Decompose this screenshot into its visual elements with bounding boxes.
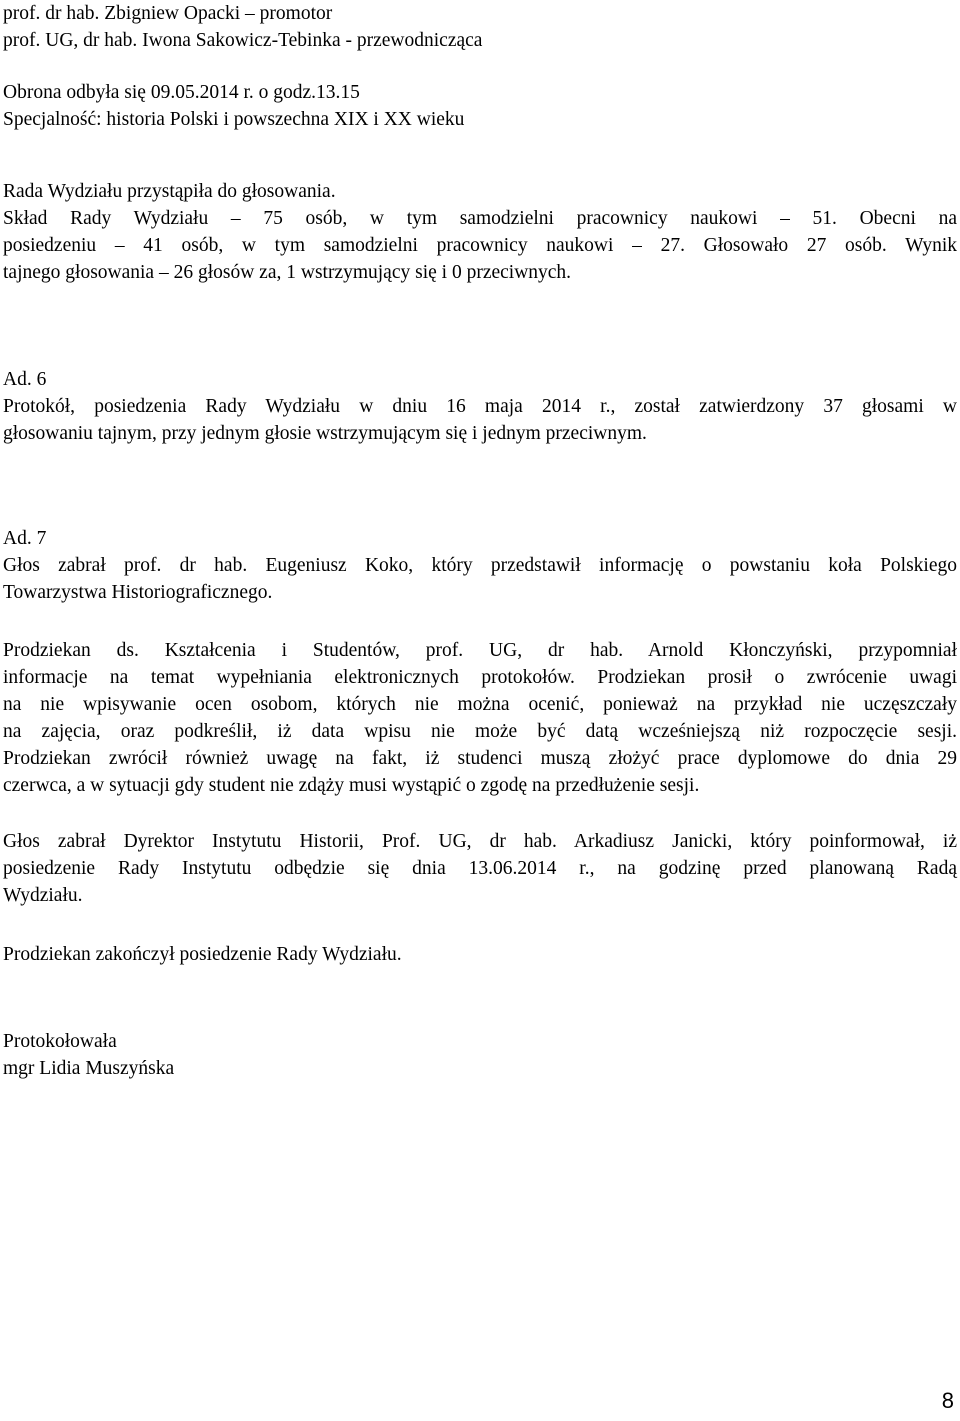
vote-line-3: posiedzeniu – 41 osób, w tym samodzielni pracownicy naukowi – 27. Głosowało 27 osób. Wynik xyxy=(3,235,957,256)
ad7-block xyxy=(3,525,957,606)
ad7-heading: Ad. 7 xyxy=(3,528,47,549)
ad6-line-1: Protokół, posiedzenia Rady Wydziału w dniu 16 maja 2014 r., został zatwierdzony 37 głosami w xyxy=(3,396,957,417)
janicki-line-3: Wydziału. xyxy=(3,885,83,906)
signature-role: Protokołowała xyxy=(3,1031,117,1052)
ad6-heading: Ad. 6 xyxy=(3,369,47,390)
signature-block xyxy=(3,1028,957,1082)
closing-line: Prodziekan zakończył posiedzenie Rady Wydziału. xyxy=(3,944,402,965)
vote-line-4: tajnego głosowania – 26 głosów za, 1 wstrzymujący się i 0 przeciwnych. xyxy=(3,262,572,283)
prodziekan-line-5: Prodziekan zwrócił również uwagę na fakt, iż studenci muszą złożyć prace dyplomowe do dnia 29 xyxy=(3,748,957,769)
vote-line-2: Skład Rady Wydziału – 75 osób, w tym samodzielni pracownicy naukowi – 51. Obecni na xyxy=(3,208,957,229)
janicki-line-2: posiedzenie Rady Instytutu odbędzie się dnia 13.06.2014 r., na godzinę przed planowaną Radą xyxy=(3,858,957,879)
signature-name: mgr Lidia Muszyńska xyxy=(3,1058,175,1079)
ad6-block xyxy=(3,366,957,447)
defense-date-line: Obrona odbyła się 09.05.2014 r. o godz.13.15 xyxy=(3,82,360,103)
prodziekan-line-6: czerwca, a w sytuacji gdy student nie zdąży musi wystąpić o zgodę na przedłużenie sesji. xyxy=(3,775,700,796)
page-number: 8 xyxy=(941,1388,954,1413)
specialization-line: Specjalność: historia Polski i powszechna XIX i XX wieku xyxy=(3,109,465,130)
prodziekan-line-1: Prodziekan ds. Kształcenia i Studentów, prof. UG, dr hab. Arnold Kłonczyński, przypomniał xyxy=(3,640,957,661)
ad7-line-2: Towarzystwa Historiograficznego. xyxy=(3,582,273,603)
prodziekan-line-3: na nie wpisywanie ocen osobom, których nie można ocenić, ponieważ na przykład nie uczęszczały xyxy=(3,694,957,715)
prodziekan-line-4: na zajęcia, oraz podkreślił, iż data wpisu nie może być datą wcześniejszą niż rozpoczęcie sesji. xyxy=(3,721,957,742)
ad6-line-2: głosowaniu tajnym, przy jednym głosie wstrzymującym się i jednym przeciwnym. xyxy=(3,423,647,444)
prodziekan-block xyxy=(3,637,957,799)
committee-block xyxy=(3,0,957,54)
janicki-block xyxy=(3,828,957,909)
closing-block xyxy=(3,941,957,968)
vote-block xyxy=(3,178,957,286)
janicki-line-1: Głos zabrał Dyrektor Instytutu Historii, Prof. UG, dr hab. Arkadiusz Janicki, który poinformował, iż xyxy=(3,831,957,852)
chair-line: prof. UG, dr hab. Iwona Sakowicz-Tebinka - przewodnicząca xyxy=(3,30,483,51)
ad7-line-1: Głos zabrał prof. dr hab. Eugeniusz Koko, który przedstawił informację o powstaniu koła Polskiego xyxy=(3,555,957,576)
prodziekan-line-2: informacje na temat wypełniania elektronicznych protokołów. Prodziekan prosił o zwrócenie uwagi xyxy=(3,667,957,688)
defense-block xyxy=(3,79,957,133)
promotor-line: prof. dr hab. Zbigniew Opacki – promotor xyxy=(3,3,333,24)
vote-line-1: Rada Wydziału przystąpiła do głosowania. xyxy=(3,181,336,202)
